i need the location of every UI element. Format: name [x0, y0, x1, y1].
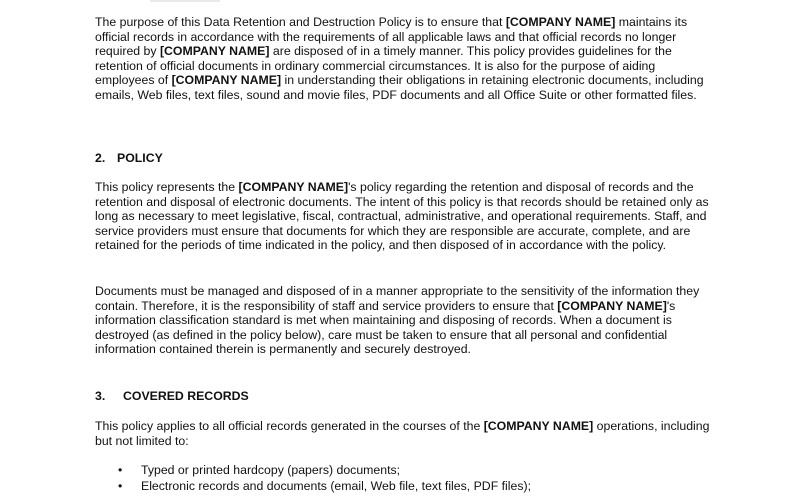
text-run: in understanding their obligations in retaining electronic documents, including emails, Web files, text files, sound and movie files, PDF documents and all Office Suite or other formatted files.	[95, 73, 704, 102]
company-name-placeholder: [COMPANY NAME]	[238, 180, 349, 194]
cropped-heading-fragment	[150, 0, 220, 2]
text-run: are disposed of in a timely manner. This policy provides guidelines for the retention of official documents in ordinary commercial circumstances. It is also for the purpose of aiding employees of	[95, 44, 672, 88]
covered-records-list	[115, 463, 531, 495]
company-name-placeholder: [COMPANY NAME]	[159, 44, 270, 59]
section-title: POLICY	[117, 151, 163, 165]
text-run: This policy applies to all official records generated in the courses of the	[95, 419, 484, 433]
purpose-paragraph	[95, 15, 710, 103]
policy-paragraph-2	[95, 284, 710, 357]
text-run: The purpose of this Data Retention and Destruction Policy is to ensure that	[95, 15, 506, 29]
list-item	[115, 463, 531, 479]
company-name-placeholder: [COMPANY NAME]	[171, 73, 282, 88]
policy-paragraph-1	[95, 180, 710, 253]
text-run: maintains its official records in accordance with the requirements of all applicable laws and that official records no longer required by	[95, 15, 688, 59]
text-run: Documents must be managed and disposed of in a manner appropriate to the sensitivity of the information they contain. Therefore, it is the responsibility of staff and service providers to ensure that	[95, 284, 700, 313]
list-item	[115, 479, 531, 495]
section-heading-covered-records	[95, 389, 249, 404]
text-run: This policy represents the	[95, 180, 239, 194]
bullet-icon: •	[118, 463, 123, 477]
list-item-text: Typed or printed hardcopy (papers) documents;	[141, 463, 401, 477]
section-heading-policy	[95, 151, 163, 166]
text-run: operations, including but not limited to:	[95, 419, 710, 448]
bullet-icon: •	[118, 479, 123, 493]
company-name-placeholder: [COMPANY NAME]	[483, 419, 594, 433]
section-number: 3.	[95, 389, 106, 403]
company-name-placeholder: [COMPANY NAME]	[557, 298, 667, 313]
covered-records-paragraph	[95, 419, 710, 448]
company-name-placeholder: [COMPANY NAME]	[505, 15, 616, 29]
section-title: COVERED RECORDS	[123, 389, 249, 403]
text-run: 's information classification standard is met when maintaining and disposing of records. When a document is destroyed (as defined in the policy below), care must be taken to ensure that all personal and confidential information contained therein is permanently and securely destroyed.	[95, 298, 676, 357]
text-run: 's policy regarding the retention and disposal of records and the retention and disposal of electronic documents. The intent of this policy is that records should be retained only as long as necessary to meet legislative, fiscal, contractual, administrative, and operational requirements. Staff, and service providers must ensure that documents for which they are responsible are accurate, complete, and are retained for the periods of time indicated in the policy, and then disposed of in accordance with the policy.	[95, 180, 709, 253]
section-number: 2.	[95, 151, 106, 165]
list-item-text: Electronic records and documents (email, Web file, text files, PDF files);	[141, 479, 531, 493]
